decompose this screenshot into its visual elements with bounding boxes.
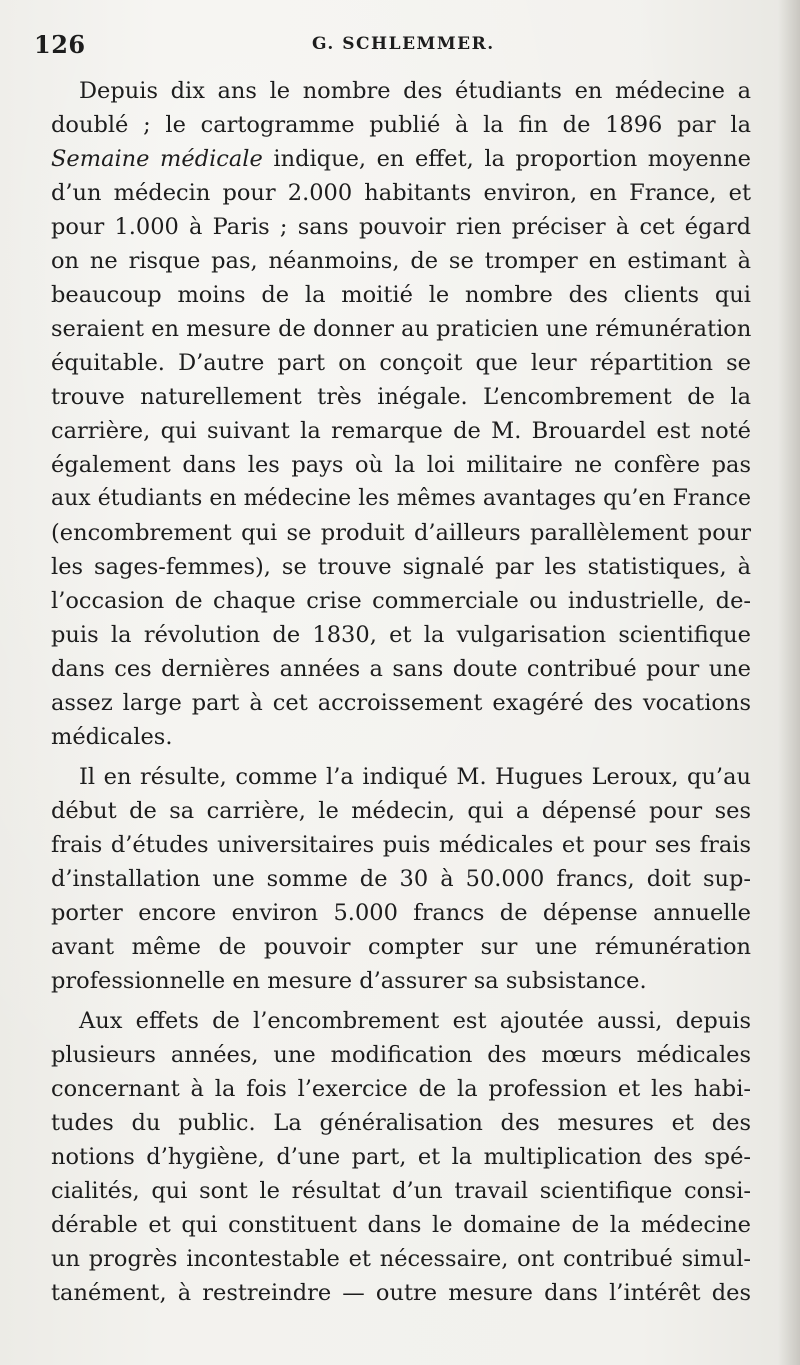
page-edge-shadow xyxy=(778,0,800,1365)
text-line: également dans les pays où la loi militaire ne confère pas xyxy=(51,452,751,478)
running-head: G. SCHLEMMER. xyxy=(312,34,495,54)
text-line: Aux effets de l’encombrement est ajoutée aussi, depuis xyxy=(79,1008,751,1034)
text-line: assez large part à cet accroissement exagéré des vocations xyxy=(51,690,751,716)
text-line: les sages-femmes), se trouve signalé par les statistiques, à xyxy=(51,554,751,580)
text-line: puis la révolution de 1830, et la vulgarisation scientifique xyxy=(51,622,751,648)
text-line: un progrès incontestable et nécessaire, ont contribué simul- xyxy=(51,1246,751,1272)
text-line: tudes du public. La généralisation des mesures et des xyxy=(51,1110,751,1136)
text-line: dérable et qui constituent dans le domaine de la médecine xyxy=(51,1212,751,1238)
text-line: aux étudiants en médecine les mêmes avantages qu’en France xyxy=(51,486,751,511)
page-header xyxy=(34,30,746,60)
text-line: Il en résulte, comme l’a indiqué M. Hugues Leroux, qu’au xyxy=(79,764,751,790)
text-line: concernant à la fois l’exercice de la profession et les habi- xyxy=(51,1076,751,1102)
text-line: début de sa carrière, le médecin, qui a dépensé pour ses xyxy=(51,798,751,824)
text-line: d’un médecin pour 2.000 habitants environ, en France, et xyxy=(51,180,751,206)
page-number: 126 xyxy=(34,30,86,59)
text-line xyxy=(51,142,751,176)
italic-title: Semaine médicale xyxy=(51,146,263,172)
text-line: cialités, qui sont le résultat d’un travail scientifique consi- xyxy=(51,1178,751,1204)
text-line: doublé ; le cartogramme publié à la fin de 1896 par la xyxy=(51,112,751,138)
text-line: notions d’hygiène, d’une part, et la multiplication des spé- xyxy=(51,1144,751,1170)
text-line: avant même de pouvoir compter sur une rémunération xyxy=(51,934,751,960)
text-line: frais d’études universitaires puis médicales et pour ses frais xyxy=(51,832,751,858)
text-line: plusieurs années, une modification des mœurs médicales xyxy=(51,1042,751,1068)
text-run: indique, en effet, la proportion moyenne xyxy=(262,146,751,172)
text-line: tanément, à restreindre — outre mesure dans l’intérêt des xyxy=(51,1280,751,1306)
text-line: médicales. xyxy=(51,724,173,750)
text-line: beaucoup moins de la moitié le nombre des clients qui xyxy=(51,282,751,308)
text-line: Depuis dix ans le nombre des étudiants en médecine a xyxy=(79,78,751,104)
text-line: (encombrement qui se produit d’ailleurs parallèlement pour xyxy=(51,520,751,546)
text-line: dans ces dernières années a sans doute contribué pour une xyxy=(51,656,751,682)
text-line: pour 1.000 à Paris ; sans pouvoir rien préciser à cet égard xyxy=(51,214,751,240)
text-line: carrière, qui suivant la remarque de M. Brouardel est noté xyxy=(51,418,751,444)
text-line: trouve naturellement très inégale. L’encombrement de la xyxy=(51,384,751,410)
text-line: on ne risque pas, néanmoins, de se tromper en estimant à xyxy=(51,248,751,274)
text-line: seraient en mesure de donner au praticien une rémunération xyxy=(51,316,752,342)
text-line: l’occasion de chaque crise commerciale ou industrielle, de- xyxy=(51,588,751,614)
text-line: professionnelle en mesure d’assurer sa subsistance. xyxy=(51,968,647,994)
text-line: d’installation une somme de 30 à 50.000 francs, doit sup- xyxy=(51,866,751,892)
text-line: équitable. D’autre part on conçoit que leur répartition se xyxy=(51,350,751,376)
text-line: porter encore environ 5.000 francs de dépense annuelle xyxy=(51,900,751,926)
